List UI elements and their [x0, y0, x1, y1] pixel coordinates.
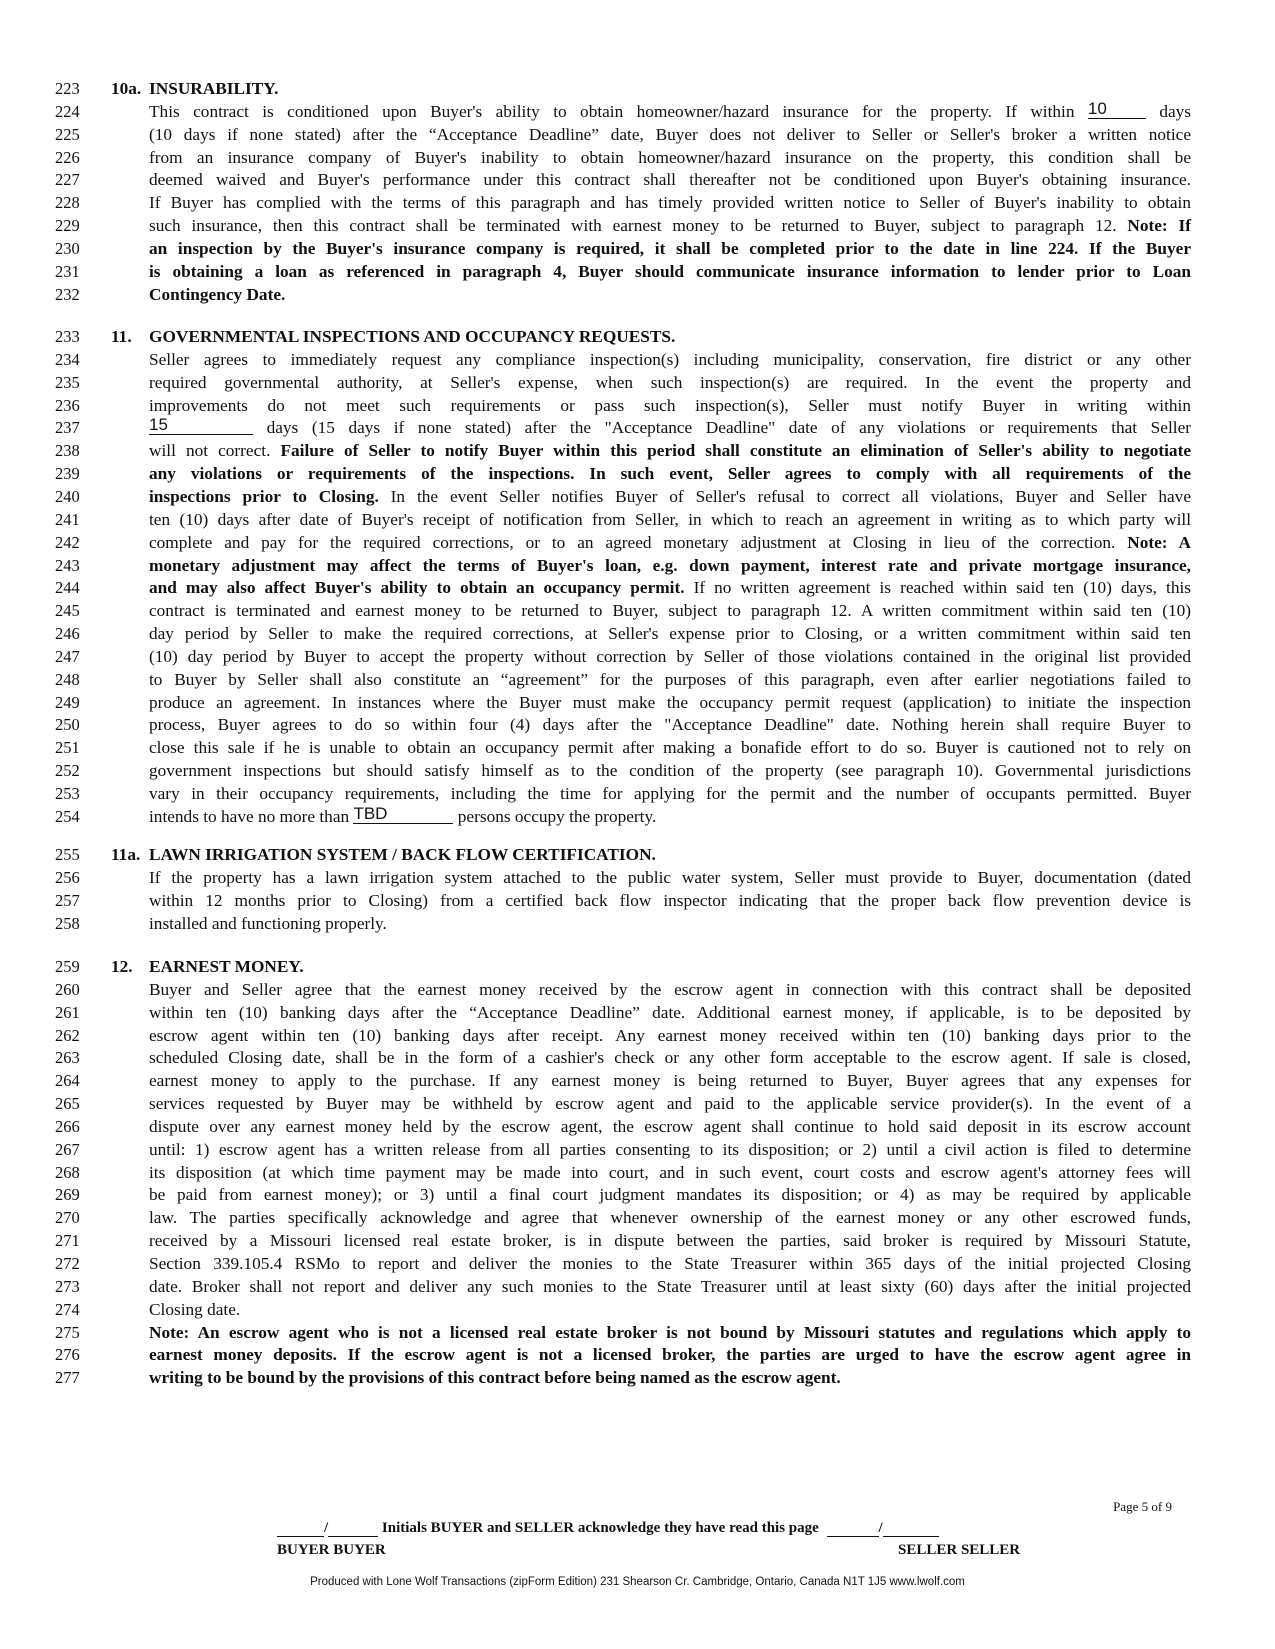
- line-number: 243: [55, 556, 80, 575]
- line-text: [149, 1024, 1191, 1048]
- fill-in-field[interactable]: [1088, 100, 1146, 119]
- line-text: [149, 1046, 1191, 1070]
- line-number: 233: [55, 327, 80, 346]
- line-276: [0, 1343, 1275, 1367]
- line-237: [0, 416, 1275, 440]
- line-text: [149, 237, 1191, 261]
- line-number: 263: [55, 1048, 80, 1067]
- line-text: [149, 485, 1191, 509]
- line-234: [0, 348, 1275, 372]
- body-text: (10) day period by Buyer to accept the property without correction by Seller of those violations contained in the original list provided: [149, 647, 1191, 666]
- line-227: [0, 168, 1275, 192]
- line-244: [0, 576, 1275, 600]
- section-heading-line: [0, 955, 1275, 979]
- line-text: [149, 1092, 1191, 1116]
- line-number: 224: [55, 102, 80, 121]
- line-number: 274: [55, 1300, 80, 1319]
- line-235: [0, 371, 1275, 395]
- line-number: 265: [55, 1094, 80, 1113]
- line-text: [149, 439, 1191, 463]
- line-275: [0, 1321, 1275, 1345]
- body-text: installed and functioning properly.: [149, 914, 387, 933]
- line-number: 240: [55, 487, 80, 506]
- line-224: [0, 100, 1275, 124]
- section-number: 11a.: [111, 845, 141, 864]
- body-text: required governmental authority, at Seller's expense, when such inspection(s) are required. In the event the property and: [149, 373, 1191, 392]
- line-number: 273: [55, 1277, 80, 1296]
- section-number: 10a.: [111, 79, 142, 98]
- bold-text: Note: If: [1127, 216, 1191, 235]
- bold-text: Failure of Seller to notify Buyer within this period shall constitute an elimination of Seller's ability to negotiate: [280, 441, 1191, 460]
- line-number: 232: [55, 285, 80, 304]
- section-title: INSURABILITY.: [149, 79, 279, 98]
- body-text: earnest money to apply to the purchase. If any earnest money is being returned to Buyer, Buyer agrees that any expenses for: [149, 1071, 1191, 1090]
- line-number: 251: [55, 738, 80, 757]
- line-text: [149, 1229, 1191, 1253]
- line-241: [0, 508, 1275, 532]
- body-text: Closing date.: [149, 1300, 241, 1319]
- line-text: [149, 889, 1191, 913]
- section-heading-line: [0, 325, 1275, 349]
- bold-text: monetary adjustment may affect the terms of Buyer's loan, e.g. down payment, interest rate and private mortgage insurance,: [149, 556, 1191, 575]
- section-number: 12.: [111, 957, 133, 976]
- line-text: [149, 214, 1191, 238]
- body-text: escrow agent within ten (10) banking days after receipt. Any earnest money received within ten (10) banking days prior to the: [149, 1026, 1191, 1045]
- body-text: If the property has a lawn irrigation system attached to the public water system, Seller must provide to Buyer, documentation (dated: [149, 868, 1191, 887]
- line-number: 230: [55, 239, 80, 258]
- body-text: If Buyer has complied with the terms of this paragraph and has timely provided written notice to Seller of Buyer's inability to obtain: [149, 193, 1191, 212]
- line-number: 228: [55, 193, 80, 212]
- line-number: 253: [55, 784, 80, 803]
- line-number: 223: [55, 79, 80, 98]
- body-text: persons occupy the property.: [453, 807, 657, 826]
- line-number: 269: [55, 1185, 80, 1204]
- section-title: EARNEST MONEY.: [149, 957, 304, 976]
- section-title: LAWN IRRIGATION SYSTEM / BACK FLOW CERTIFICATION.: [149, 845, 656, 864]
- body-text: intends to have no more than: [149, 807, 354, 826]
- line-261: [0, 1001, 1275, 1025]
- line-text: [149, 348, 1191, 372]
- line-249: [0, 691, 1275, 715]
- body-text: vary in their occupancy requirements, including the time for applying for the permit and the number of occupants permitted. Buyer: [149, 784, 1191, 803]
- line-text: [149, 554, 1191, 578]
- fill-in-value: 15: [149, 415, 168, 434]
- produced-with-footer: Produced with Lone Wolf Transactions (zipForm Edition) 231 Shearson Cr. Cambridge, Ontario, Canada N1T 1J5 www.lwolf.com: [310, 1576, 965, 1588]
- line-text: [149, 1069, 1191, 1093]
- body-text: government inspections but should satisfy himself as to the condition of the property (see paragraph 10). Governmental jurisdictions: [149, 761, 1191, 780]
- section-heading-line: [0, 843, 1275, 867]
- line-265: [0, 1092, 1275, 1116]
- line-263: [0, 1046, 1275, 1070]
- line-number: 244: [55, 578, 80, 597]
- line-number: 225: [55, 125, 80, 144]
- line-number: 234: [55, 350, 80, 369]
- line-260: [0, 978, 1275, 1002]
- seller-initial-1-field[interactable]: [827, 1520, 879, 1537]
- body-text: days: [1145, 102, 1191, 121]
- body-text: complete and pay for the required corrections, or to an agreed monetary adjustment at Closing in lieu of the correction.: [149, 533, 1128, 552]
- line-text: [149, 100, 1191, 124]
- line-number: 238: [55, 441, 80, 460]
- fill-in-field[interactable]: [149, 416, 253, 435]
- line-242: [0, 531, 1275, 555]
- line-271: [0, 1229, 1275, 1253]
- bold-text: Note: A: [1127, 533, 1191, 552]
- body-text: within ten (10) banking days after the “Acceptance Deadline” date. Additional earnest money, if applicable, is to be deposited by: [149, 1003, 1191, 1022]
- bold-text: and may also affect Buyer's ability to obtain an occupancy permit.: [149, 578, 685, 597]
- line-239: [0, 462, 1275, 486]
- line-250: [0, 713, 1275, 737]
- body-text: If no written agreement is reached within said ten (10) days, this: [684, 578, 1191, 597]
- line-231: [0, 260, 1275, 284]
- body-text: its disposition (at which time payment may be made into court, and in such event, court costs and escrow agent's attorney fees will: [149, 1163, 1191, 1182]
- line-230: [0, 237, 1275, 261]
- line-text: [149, 645, 1191, 669]
- line-number: 246: [55, 624, 80, 643]
- line-text: [149, 1183, 1191, 1207]
- line-text: [149, 260, 1191, 284]
- line-number: 271: [55, 1231, 80, 1250]
- line-254: [0, 805, 1275, 829]
- line-number: 239: [55, 464, 80, 483]
- line-number: 249: [55, 693, 80, 712]
- body-text: ten (10) days after date of Buyer's receipt of notification from Seller, in which to reach an agreement in writing as to which party will: [149, 510, 1191, 529]
- initials-slash: /: [324, 1520, 329, 1536]
- seller-labels: SELLER SELLER: [898, 1542, 1021, 1558]
- body-text: be paid from earnest money); or 3) until a final court judgment mandates its disposition; or 4) as may be required by applicable: [149, 1185, 1191, 1204]
- body-text: Section 339.105.4 RSMo to report and deliver the monies to the State Treasurer within 365 days of the initial projected Closing: [149, 1254, 1191, 1273]
- line-text: [149, 1001, 1191, 1025]
- line-number: 257: [55, 891, 80, 910]
- line-number: 237: [55, 418, 80, 437]
- line-270: [0, 1206, 1275, 1230]
- seller-initial-2-field[interactable]: [883, 1520, 939, 1537]
- section-heading: [111, 955, 1191, 979]
- line-number: 248: [55, 670, 80, 689]
- section-number: 11.: [111, 327, 132, 346]
- line-number: 245: [55, 601, 80, 620]
- line-252: [0, 759, 1275, 783]
- line-238: [0, 439, 1275, 463]
- line-226: [0, 146, 1275, 170]
- line-text: [149, 508, 1191, 532]
- line-text: [149, 912, 1191, 936]
- line-number: 259: [55, 957, 80, 976]
- line-251: [0, 736, 1275, 760]
- bold-text: any violations or requirements of the inspections. In such event, Seller agrees to comply with all requirements of the: [149, 464, 1191, 483]
- line-257: [0, 889, 1275, 913]
- bold-text: Contingency Date.: [149, 285, 286, 304]
- body-text: improvements do not meet such requirements or pass such inspection(s), Seller must notify Buyer in writing within: [149, 396, 1191, 415]
- body-text: In the event Seller notifies Buyer of Seller's refusal to correct all violations, Buyer and Seller have: [378, 487, 1191, 506]
- line-text: [149, 283, 1191, 307]
- line-267: [0, 1138, 1275, 1162]
- body-text: (10 days if none stated) after the “Acceptance Deadline” date, Buyer does not deliver to Seller or Seller's broker a written notice: [149, 125, 1191, 144]
- bold-text: an inspection by the Buyer's insurance company is required, it shall be completed prior to the date in line 224. If the Buyer: [149, 239, 1191, 258]
- line-number: 260: [55, 980, 80, 999]
- buyer-initial-2-field[interactable]: [328, 1520, 378, 1537]
- line-number: 256: [55, 868, 80, 887]
- line-264: [0, 1069, 1275, 1093]
- line-text: [149, 123, 1191, 147]
- initials-row: [277, 1520, 939, 1537]
- line-number: 236: [55, 396, 80, 415]
- body-text: will not correct.: [149, 441, 281, 460]
- line-245: [0, 599, 1275, 623]
- line-text: [149, 759, 1191, 783]
- line-273: [0, 1275, 1275, 1299]
- fill-in-value: TBD: [353, 804, 388, 823]
- line-240: [0, 485, 1275, 509]
- line-246: [0, 622, 1275, 646]
- line-269: [0, 1183, 1275, 1207]
- line-272: [0, 1252, 1275, 1276]
- body-text: Buyer and Seller agree that the earnest money received by the escrow agent in connection with this contract shall be deposited: [149, 980, 1191, 999]
- line-256: [0, 866, 1275, 890]
- line-text: [149, 599, 1191, 623]
- line-number: 229: [55, 216, 80, 235]
- line-number: 231: [55, 262, 80, 281]
- line-268: [0, 1161, 1275, 1185]
- line-text: [149, 805, 1191, 829]
- line-text: [149, 1161, 1191, 1185]
- bold-text: inspections prior to Closing.: [149, 487, 379, 506]
- line-text: [149, 394, 1191, 418]
- section-title: GOVERNMENTAL INSPECTIONS AND OCCUPANCY REQUESTS.: [149, 327, 676, 346]
- line-text: [149, 146, 1191, 170]
- body-text: from an insurance company of Buyer's inability to obtain homeowner/hazard insurance on the property, this condition shall be: [149, 148, 1191, 167]
- body-text: day period by Seller to make the required corrections, at Seller's expense prior to Closing, or a written commitment within said ten: [149, 624, 1191, 643]
- line-number: 227: [55, 170, 80, 189]
- section-heading: [111, 77, 1191, 101]
- line-number: 250: [55, 715, 80, 734]
- body-text: law. The parties specifically acknowledge and agree that whenever ownership of the earnest money or any other escrowed funds,: [149, 1208, 1191, 1227]
- line-text: [149, 1343, 1191, 1367]
- body-text: until: 1) escrow agent has a written release from all parties consenting to its disposition; or 2) until a civil action is filed to determine: [149, 1140, 1191, 1159]
- line-number: 254: [55, 807, 80, 826]
- body-text: dispute over any earnest money held by the escrow agent, the escrow agent shall continue to hold said deposit in its escrow account: [149, 1117, 1191, 1136]
- line-number: 264: [55, 1071, 80, 1090]
- line-text: [149, 462, 1191, 486]
- line-text: [149, 782, 1191, 806]
- line-text: [149, 736, 1191, 760]
- body-text: produce an agreement. In instances where the Buyer must make the occupancy permit request (application) to initiate the inspection: [149, 693, 1191, 712]
- line-text: [149, 1252, 1191, 1276]
- line-number: 270: [55, 1208, 80, 1227]
- body-text: Seller agrees to immediately request any compliance inspection(s) including municipality, conservation, fire district or any other: [149, 350, 1191, 369]
- line-274: [0, 1298, 1275, 1322]
- section-heading-line: [0, 77, 1275, 101]
- line-247: [0, 645, 1275, 669]
- line-number: 277: [55, 1368, 80, 1387]
- bold-text: writing to be bound by the provisions of this contract before being named as the escrow agent.: [149, 1368, 841, 1387]
- line-text: [149, 622, 1191, 646]
- body-text: close this sale if he is unable to obtain an occupancy permit after making a bonafide effort to do so. Buyer is cautioned not to rely on: [149, 738, 1191, 757]
- line-number: 262: [55, 1026, 80, 1045]
- line-number: 272: [55, 1254, 80, 1273]
- line-225: [0, 123, 1275, 147]
- line-number: 268: [55, 1163, 80, 1182]
- line-266: [0, 1115, 1275, 1139]
- line-232: [0, 283, 1275, 307]
- line-text: [149, 668, 1191, 692]
- buyer-initial-1-field[interactable]: [277, 1520, 324, 1537]
- line-text: [149, 1298, 1191, 1322]
- line-number: 261: [55, 1003, 80, 1022]
- line-253: [0, 782, 1275, 806]
- line-text: [149, 576, 1191, 600]
- line-text: [149, 1206, 1191, 1230]
- line-text: [149, 168, 1191, 192]
- line-text: [149, 1138, 1191, 1162]
- body-text: to Buyer by Seller shall also constitute an “agreement” for the purposes of this paragraph, even after earlier negotiations failed to: [149, 670, 1191, 689]
- body-text: services requested by Buyer may be withheld by escrow agent and paid to the applicable service provider(s). In the event of a: [149, 1094, 1191, 1113]
- line-text: [149, 691, 1191, 715]
- body-text: received by a Missouri licensed real estate broker, is in dispute between the parties, said broker is required by Missouri Statute,: [149, 1231, 1191, 1250]
- section-heading: [111, 325, 1191, 349]
- body-text: days (15 days if none stated) after the "Acceptance Deadline" date of any violations or requirements that Seller: [253, 418, 1191, 437]
- initials-acknowledgement: Initials BUYER and SELLER acknowledge they have read this page: [381, 1520, 819, 1536]
- bold-text: Note: An escrow agent who is not a licensed real estate broker is not bound by Missouri statutes and regulations which apply to: [149, 1323, 1191, 1342]
- line-number: 267: [55, 1140, 80, 1159]
- line-text: [149, 531, 1191, 555]
- line-text: [149, 1115, 1191, 1139]
- body-text: date. Broker shall not report and deliver any such monies to the State Treasurer until at least sixty (60) days after the initial projected: [149, 1277, 1191, 1296]
- line-277: [0, 1366, 1275, 1390]
- line-text: [149, 1275, 1191, 1299]
- line-number: 275: [55, 1323, 80, 1342]
- bold-text: earnest money deposits. If the escrow agent is not a licensed broker, the parties are urged to have the escrow agent agree in: [149, 1345, 1191, 1364]
- section-heading: [111, 843, 1191, 867]
- line-text: [149, 416, 1191, 440]
- line-229: [0, 214, 1275, 238]
- buyer-labels: BUYER BUYER: [277, 1542, 386, 1558]
- body-text: scheduled Closing date, shall be in the form of a cashier's check or any other form acceptable to the escrow agent. If sale is closed,: [149, 1048, 1191, 1067]
- fill-in-value: 10: [1087, 99, 1107, 118]
- line-248: [0, 668, 1275, 692]
- line-number: 235: [55, 373, 80, 392]
- line-number: 276: [55, 1345, 80, 1364]
- line-text: [149, 371, 1191, 395]
- line-text: [149, 866, 1191, 890]
- body-text: This contract is conditioned upon Buyer's ability to obtain homeowner/hazard insurance for the property. If within: [149, 102, 1088, 121]
- line-number: 266: [55, 1117, 80, 1136]
- page-number: Page 5 of 9: [1113, 1499, 1172, 1514]
- line-number: 247: [55, 647, 80, 666]
- initials-slash-seller: /: [878, 1520, 883, 1536]
- body-text: contract is terminated and earnest money to be returned to Buyer, subject to paragraph 12. A written commitment within said ten (10): [149, 601, 1191, 620]
- line-number: 241: [55, 510, 80, 529]
- line-text: [149, 978, 1191, 1002]
- line-number: 255: [55, 845, 80, 864]
- fill-in-field[interactable]: [353, 805, 453, 824]
- body-text: within 12 months prior to Closing) from a certified back flow inspector indicating that the proper back flow prevention device is: [149, 891, 1191, 910]
- line-number: 252: [55, 761, 80, 780]
- line-text: [149, 1366, 1191, 1390]
- line-text: [149, 1321, 1191, 1345]
- body-text: deemed waived and Buyer's performance under this contract shall thereafter not be conditioned upon Buyer's obtaining insurance.: [149, 170, 1191, 189]
- line-text: [149, 713, 1191, 737]
- line-243: [0, 554, 1275, 578]
- line-text: [149, 191, 1191, 215]
- bold-text: is obtaining a loan as referenced in paragraph 4, Buyer should communicate insurance information to lender prior to Loan: [149, 262, 1191, 281]
- line-number: 226: [55, 148, 80, 167]
- line-number: 242: [55, 533, 80, 552]
- line-228: [0, 191, 1275, 215]
- line-262: [0, 1024, 1275, 1048]
- body-text: process, Buyer agrees to do so within four (4) days after the "Acceptance Deadline" date. Nothing herein shall require Buyer to: [149, 715, 1191, 734]
- body-text: such insurance, then this contract shall be terminated with earnest money to be returned to Buyer, subject to paragraph 12.: [149, 216, 1128, 235]
- line-236: [0, 394, 1275, 418]
- line-258: [0, 912, 1275, 936]
- line-number: 258: [55, 914, 80, 933]
